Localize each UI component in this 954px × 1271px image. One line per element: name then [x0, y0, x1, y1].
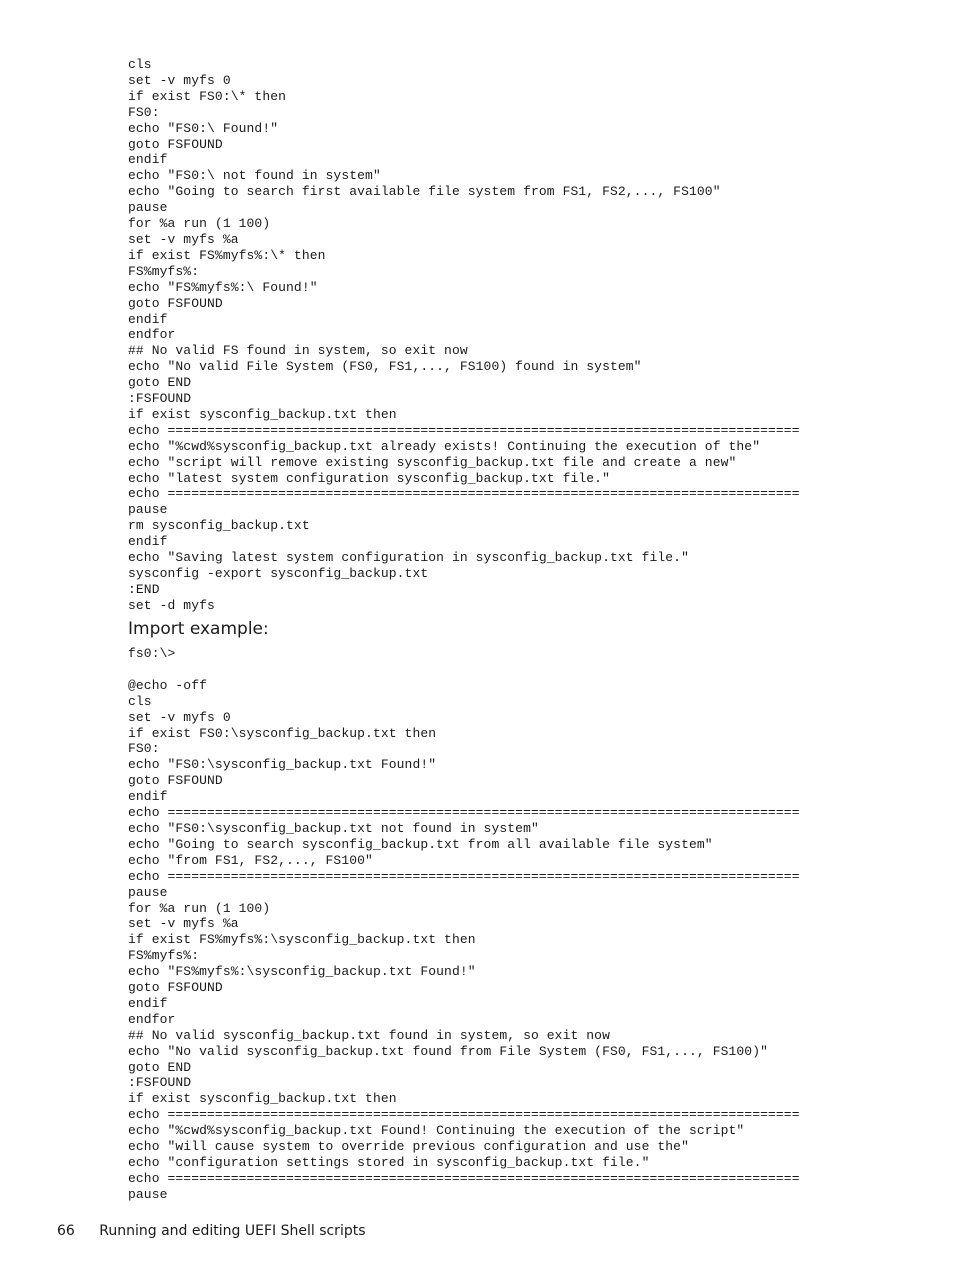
import-example-heading: Import example:: [128, 619, 269, 639]
page-footer: [57, 1223, 366, 1239]
export-script-code-block: cls set -v myfs 0 if exist FS0:\* then FS0: echo "FS0:\ Found!" goto FSFOUND endif echo "FS0:\ not found in system" echo "Going to search first available file system from FS1, FS2,..., FS100" pause for %a run (1 100) set -v myfs %a if exist FS%myfs%:\* then FS%myfs%: echo "FS%myfs%:\ Found!" goto FSFOUND endif endfor ## No valid FS found in system, so exit now echo "No valid File System (FS0, FS1,..., FS100) found in system" goto END :FSFOUND if exist sysconfig_backup.txt then echo ================================================================================ echo "%cwd%sysconfig_backup.txt already exists! Continuing the execution of the" echo "script will remove existing sysconfig_backup.txt file and create a new" echo "latest system configuration sysconfig_backup.txt file." echo ================================================================================ pause rm sysconfig_backup.txt endif echo "Saving latest system configuration in sysconfig_backup.txt file." sysconfig -export sysconfig_backup.txt :END set -d myfs: [128, 57, 800, 613]
import-script-code-block: fs0:\> @echo -off cls set -v myfs 0 if exist FS0:\sysconfig_backup.txt then FS0: echo "FS0:\sysconfig_backup.txt Found!" goto FSFOUND endif echo ================================================================================ echo "FS0:\sysconfig_backup.txt not found in system" echo "Going to search sysconfig_backup.txt from all available file system" echo "from FS1, FS2,..., FS100" echo ================================================================================ pause for %a run (1 100) set -v myfs %a if exist FS%myfs%:\sysconfig_backup.txt then FS%myfs%: echo "FS%myfs%:\sysconfig_backup.txt Found!" goto FSFOUND endif endfor ## No valid sysconfig_backup.txt found in system, so exit now echo "No valid sysconfig_backup.txt found from File System (FS0, FS1,..., FS100)" goto END :FSFOUND if exist sysconfig_backup.txt then echo ================================================================================ echo "%cwd%sysconfig_backup.txt Found! Continuing the execution of the script" echo "will cause system to override previous configuration and use the" echo "configuration settings stored in sysconfig_backup.txt file." echo ================================================================================ pause: [128, 646, 800, 1202]
page-number: 66: [57, 1223, 75, 1239]
footer-section-title: Running and editing UEFI Shell scripts: [99, 1223, 366, 1239]
